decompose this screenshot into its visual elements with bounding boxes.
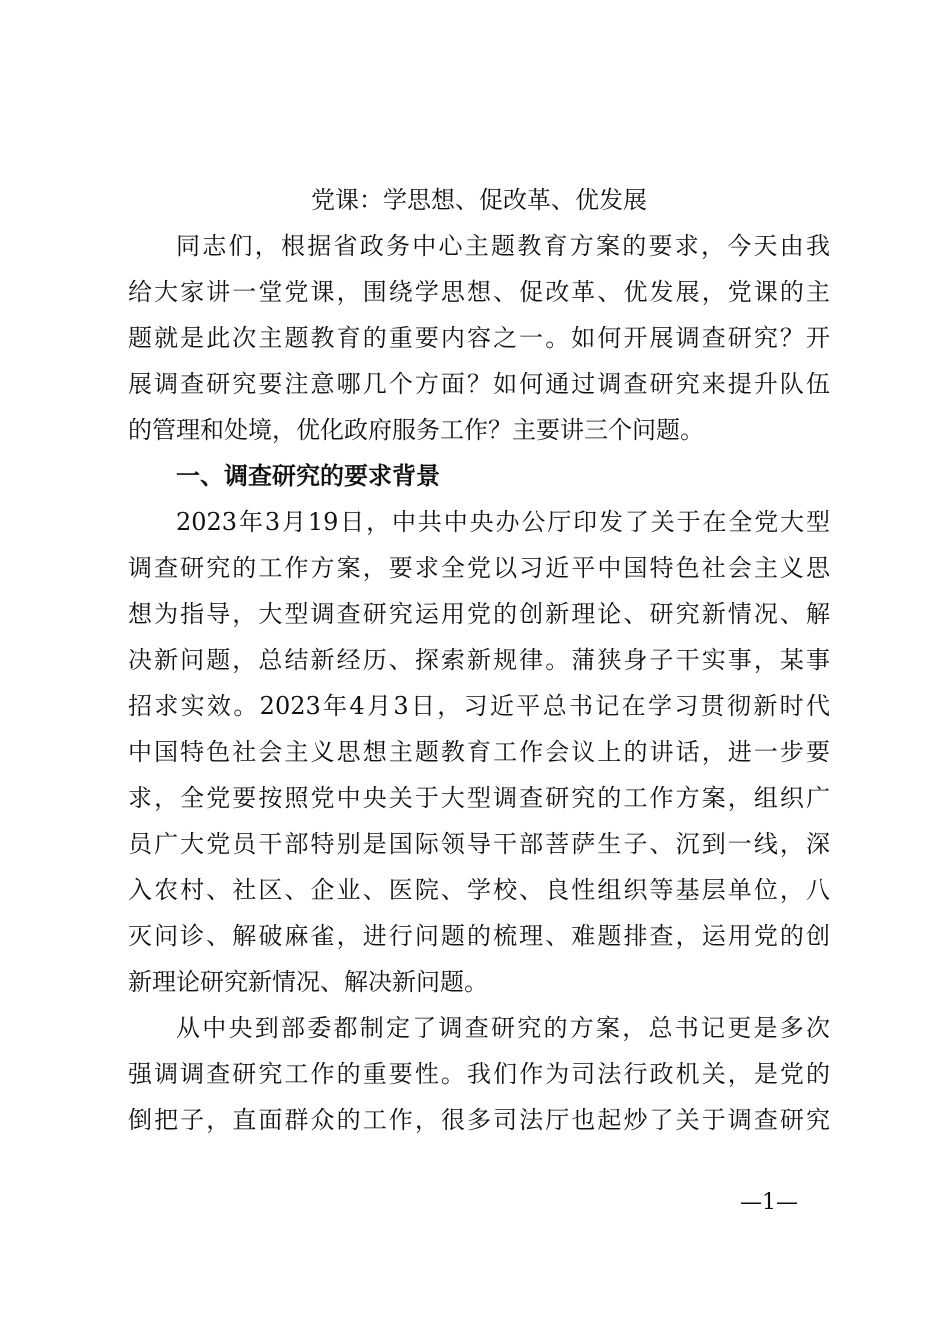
text-line: 员广大党员干部特别是国际领导干部菩萨生子、沉到一线，深	[128, 830, 830, 858]
paragraph-background	[128, 499, 830, 1005]
text-line: 2023年3月19日，中共中央办公厅印发了关于在全党大型	[176, 508, 830, 536]
section-heading: 一、调查研究的要求背景	[176, 462, 440, 490]
text-line: 倒把子，直面群众的工作，很多司法厅也起炒了关于调查研究	[128, 1106, 830, 1134]
text-line: 从中央到部委都制定了调查研究的方案，总书记更是多次	[176, 1014, 830, 1042]
document-title: 党课：学思想、促改革、优发展	[311, 186, 647, 214]
text-line: 调查研究的工作方案，要求全党以习近平中国特色社会主义思	[128, 554, 830, 582]
text-line: 招求实效。2023年4月3日，习近平总书记在学习贯彻新时代	[128, 692, 830, 720]
text-line: 新理论研究新情况、解决新问题。	[128, 968, 488, 996]
text-line: 入农村、社区、企业、医院、学校、良性组织等基层单位，八	[128, 876, 830, 904]
text-line: 的管理和处境，优化政府服务工作？主要讲三个问题。	[128, 416, 704, 444]
text-line: 给大家讲一堂党课，围绕学思想、促改革、优发展，党课的主	[128, 278, 830, 306]
paragraph-intro	[128, 223, 830, 453]
text-line: 求，全党要按照党中央关于大型调查研究的工作方案，组织广	[128, 784, 830, 812]
text-line: 同志们，根据省政务中心主题教育方案的要求，今天由我	[176, 232, 830, 260]
text-line: 强调调查研究工作的重要性。我们作为司法行政机关，是党的	[128, 1060, 830, 1088]
text-line: 灭问诊、解破麻雀，进行问题的梳理、难题排查，运用党的创	[128, 922, 830, 950]
text-line: 决新问题，总结新经历、探索新规律。蒲狭身子干实事，某事	[128, 646, 830, 674]
page-number: —1—	[740, 1190, 798, 1215]
document-page	[128, 177, 830, 1143]
text-line: 中国特色社会主义思想主题教育工作会议上的讲话，进一步要	[128, 738, 830, 766]
text-line: 题就是此次主题教育的重要内容之一。如何开展调查研究？开	[128, 324, 830, 352]
text-line: 想为指导，大型调查研究运用党的创新理论、研究新情况、解	[128, 600, 830, 628]
text-line: 展调查研究要注意哪几个方面？如何通过调查研究来提升队伍	[128, 370, 830, 398]
paragraph-ministries	[128, 1005, 830, 1143]
